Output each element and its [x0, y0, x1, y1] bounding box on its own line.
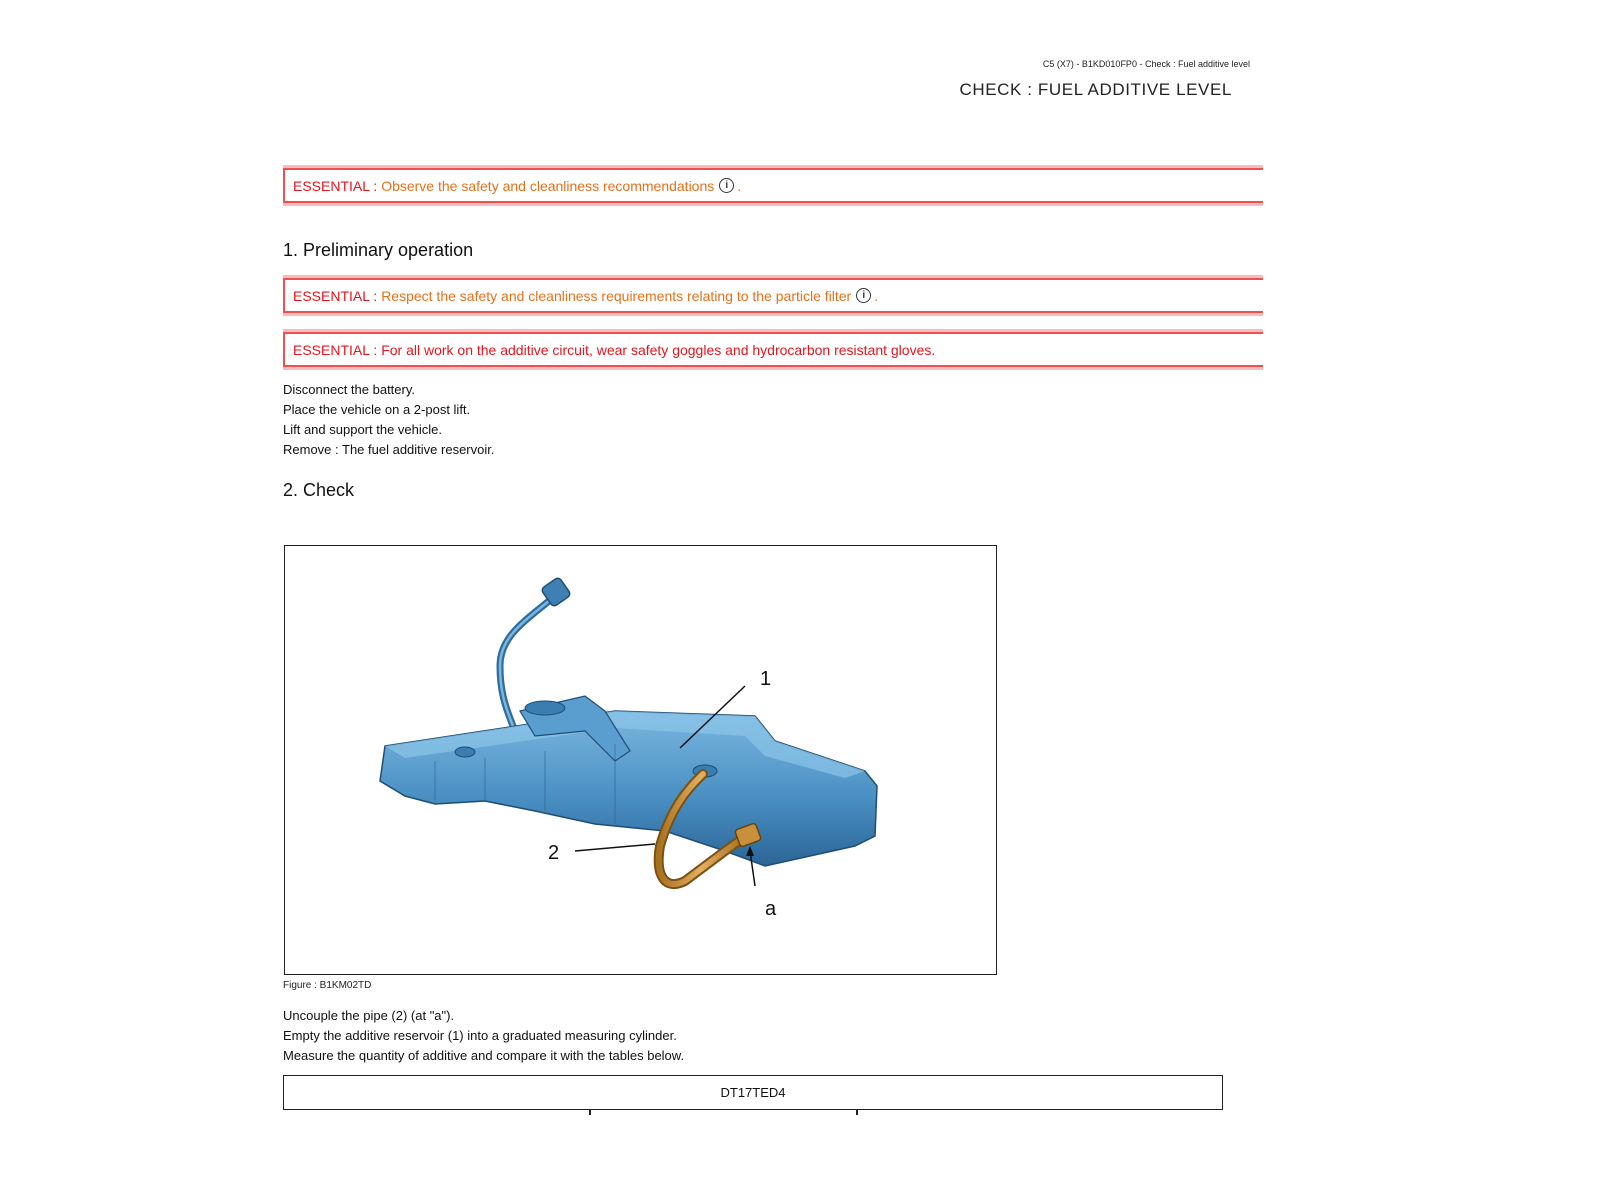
section-heading-preliminary: 1. Preliminary operation — [283, 240, 474, 260]
essential-note-safety — [283, 168, 1263, 203]
essential-label: ESSENTIAL : — [293, 177, 378, 194]
step-item: Place the vehicle on a 2-post lift. — [283, 402, 471, 417]
additive-quantity-table — [283, 1075, 1223, 1110]
essential-suffix: . — [737, 177, 742, 194]
callout-2: 2 — [548, 842, 560, 864]
table-column-divider — [856, 1109, 858, 1115]
essential-text: Observe the safety and cleanliness recommendations — [381, 177, 715, 194]
step-item: Measure the quantity of additive and compare it with the tables below. — [283, 1048, 685, 1063]
document-reference: C5 (X7) - B1KD010FP0 - Check : Fuel additive level — [1042, 59, 1250, 69]
essential-text: Respect the safety and cleanliness requirements relating to the particle filter — [381, 287, 852, 304]
section-heading-check: 2. Check — [283, 480, 355, 500]
check-steps — [283, 1006, 684, 1066]
essential-suffix: . — [874, 287, 879, 304]
essential-note-particle-filter — [283, 278, 1263, 313]
additive-reservoir — [380, 711, 877, 866]
essential-label: ESSENTIAL : — [293, 341, 378, 358]
figure-frame — [284, 545, 997, 975]
figure-caption: Figure : B1KM02TD — [283, 980, 372, 991]
info-icon[interactable]: i — [856, 288, 871, 303]
step-item: Disconnect the battery. — [283, 382, 415, 397]
reservoir-illustration — [285, 546, 995, 973]
table-header: DT17TED4 — [284, 1076, 1222, 1110]
essential-text: For all work on the additive circuit, wear safety goggles and hydrocarbon resistant gloves. — [381, 341, 936, 358]
callout-1: 1 — [760, 668, 772, 690]
step-item: Lift and support the vehicle. — [283, 422, 442, 437]
table-column-divider — [589, 1109, 591, 1115]
essential-label: ESSENTIAL : — [293, 287, 378, 304]
callout-a: a — [765, 898, 777, 920]
step-item: Empty the additive reservoir (1) into a graduated measuring cylinder. — [283, 1028, 677, 1043]
step-item: Uncouple the pipe (2) (at "a"). — [283, 1008, 455, 1023]
page-title: CHECK : FUEL ADDITIVE LEVEL — [959, 80, 1232, 99]
info-icon[interactable]: i — [719, 178, 734, 193]
preliminary-steps — [283, 380, 494, 460]
step-item: Remove : The fuel additive reservoir. — [283, 442, 495, 457]
essential-note-goggles-gloves — [283, 332, 1263, 367]
